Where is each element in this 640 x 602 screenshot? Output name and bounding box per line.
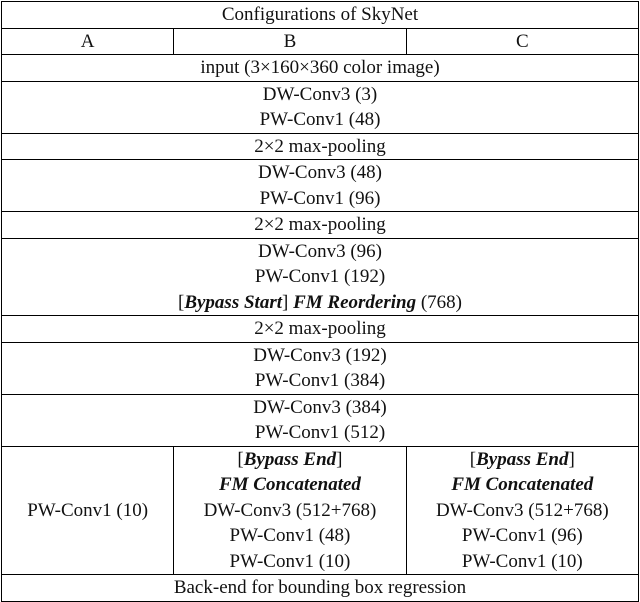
layer-block-4 [2,342,639,394]
fm-concatenated-label: FM Concatenated [218,474,361,495]
layer-line: PW-Conv1 (96) [461,525,583,546]
bypass-start-line [4,290,636,316]
open-bracket: [ [178,291,185,313]
pooling-row [2,316,639,343]
layer-line: PW-Conv1 (512) [254,422,386,443]
column-header-row [2,28,639,55]
pooling-cell-3: 2×2 max-pooling [2,316,639,343]
title-row [2,2,639,29]
table-title: Configurations of SkyNet [2,2,639,29]
layer-line: PW-Conv1 (96) [259,187,381,209]
config-a-cell: PW-Conv1 (10) [2,446,174,575]
input-row [2,55,639,82]
layer-line: PW-Conv1 (48) [259,109,381,130]
open-bracket: [ [469,448,477,470]
layer-line: DW-Conv3 (48) [257,162,382,183]
open-bracket: [ [237,448,244,470]
layer-line: DW-Conv3 (3) [262,83,378,105]
pooling-row [2,133,639,160]
bypass-end-label: Bypass End [476,448,569,470]
fm-concatenated-label: FM Concatenated [451,474,594,495]
layer-block-row [2,160,639,212]
column-header-a: A [2,28,174,55]
layer-line: DW-Conv3 (512+768) [435,499,609,521]
close-bracket: ] [282,291,289,313]
layer-line: DW-Conv3 (96) [257,240,382,262]
reorder-channels: (768) [416,291,462,313]
pooling-cell-2: 2×2 max-pooling [2,212,639,239]
layer-block-1 [2,81,639,133]
layer-line: PW-Conv1 (384) [254,370,386,391]
config-b-cell [174,446,406,575]
input-cell: input (3×160×360 color image) [2,55,639,82]
pooling-cell-1: 2×2 max-pooling [2,133,639,160]
backend-row [2,575,639,602]
bypass-end-line [176,447,403,473]
layer-line: PW-Conv1 (192) [254,266,386,287]
fm-reordering-label: FM Reordering [293,291,417,313]
bypass-start-label: Bypass Start [184,291,282,313]
close-bracket: ] [568,448,575,470]
layer-line: DW-Conv3 (192) [253,344,387,366]
layer-block-row [2,81,639,133]
layer-block-2 [2,160,639,212]
bypass-end-label: Bypass End [243,448,337,470]
layer-line: PW-Conv1 (48) [229,525,351,546]
layer-block-row [2,238,639,316]
layer-line: DW-Conv3 (512+768) [203,499,377,521]
backend-cell: Back-end for bounding box regression [2,575,639,602]
bypass-end-line [409,447,636,473]
pooling-row [2,212,639,239]
layer-block-row [2,394,639,446]
layer-line: PW-Conv1 (10) [461,550,583,572]
close-bracket: ] [336,448,343,470]
layer-line: DW-Conv3 (384) [253,396,387,418]
config-heads-row [2,446,639,575]
column-header-b: B [174,28,406,55]
column-header-c: C [406,28,638,55]
skynet-config-table [1,1,639,602]
layer-block-5 [2,394,639,446]
layer-line: PW-Conv1 (10) [229,550,351,572]
layer-block-3 [2,238,639,316]
layer-block-row [2,342,639,394]
config-c-cell [406,446,638,575]
